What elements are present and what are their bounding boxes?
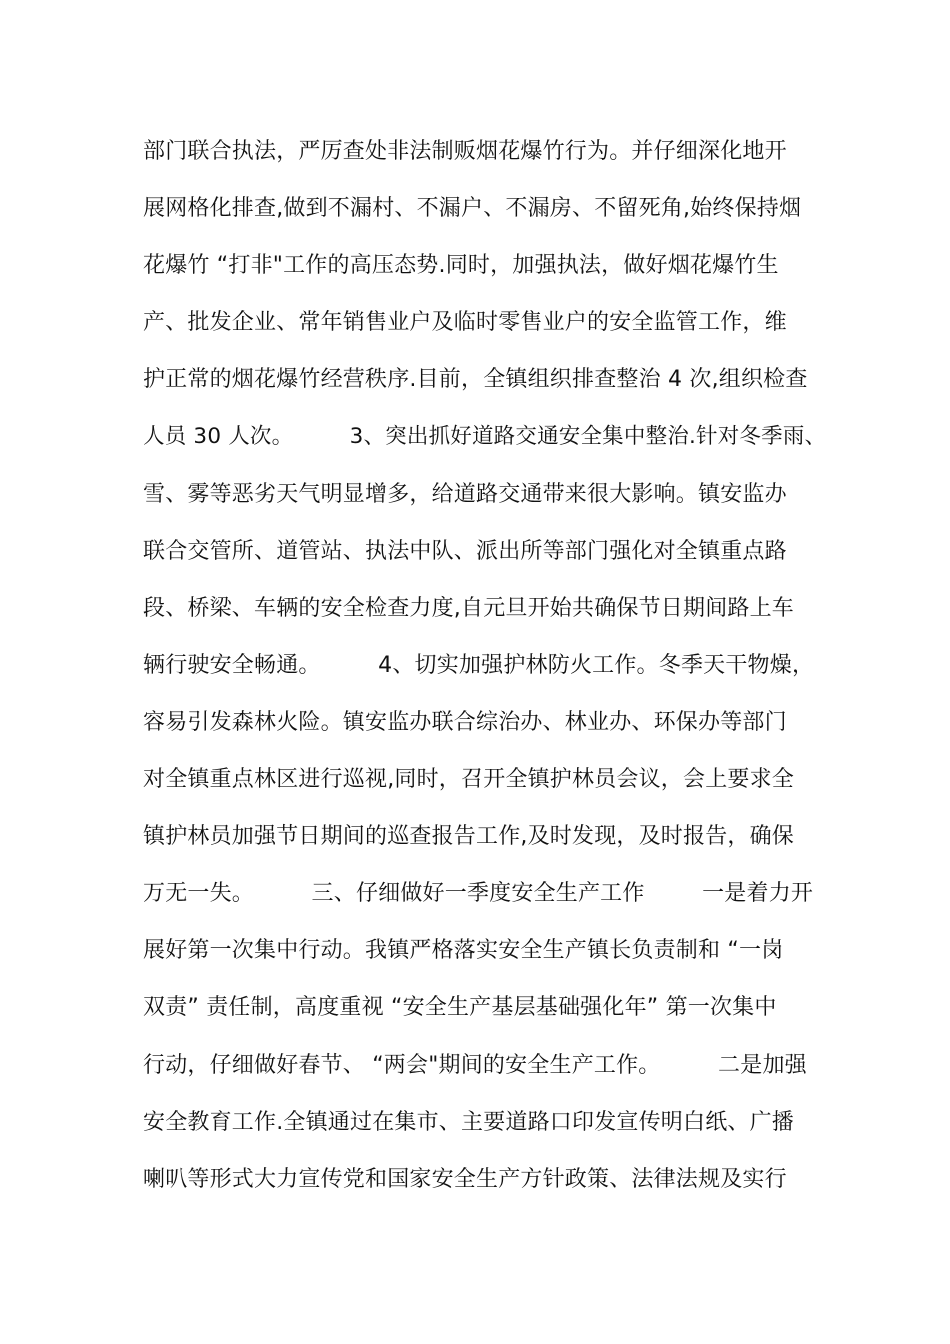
text-line: 镇护林员加强节日期间的巡查报告工作,及时发现，及时报告，确保: [143, 824, 794, 850]
text-line: 雪、雾等恶劣天气明显增多，给道路交通带来很大影响。镇安监办: [143, 481, 787, 507]
text-line: 展网格化排查,做到不漏村、不漏户、不漏房、不留死角,始终保持烟: [143, 196, 802, 222]
text-line: 联合交管所、道管站、执法中队、派出所等部门强化对全镇重点路: [143, 538, 787, 564]
text-line: 对全镇重点林区进行巡视,同时，召开全镇护林员会议，会上要求全: [143, 767, 794, 793]
text-line: 双责” 责任制，高度重视 “安全生产基层基础强化年” 第一次集中: [143, 995, 777, 1021]
text-line: 安全教育工作.全镇通过在集市、主要道路口印发宣传明白纸、广播: [143, 1109, 794, 1135]
text-line: 容易引发森林火险。镇安监办联合综治办、林业办、环保办等部门: [143, 709, 787, 735]
text-line: 段、桥梁、车辆的安全检查力度,自元旦开始共确保节日期间路上车: [143, 595, 794, 621]
text-line: 产、批发企业、常年销售业户及临时零售业户的安全监管工作，维: [143, 310, 787, 336]
text-line: 部门联合执法，严厉查处非法制贩烟花爆竹行为。并仔细深化地开: [143, 139, 787, 164]
text-line: 行动，仔细做好春节、 “两会"期间的安全生产工作。 二是加强: [143, 1052, 807, 1078]
text-line: 人员 30 人次。 3、突出抓好道路交通安全集中整治.针对冬季雨、: [143, 424, 827, 450]
body-text: [143, 129, 833, 1214]
text-line: 喇叭等形式大力宣传党和国家安全生产方针政策、法律法规及实行: [143, 1166, 787, 1192]
text-line: 展好第一次集中行动。我镇严格落实安全生产镇长负责制和 “一岗: [143, 938, 784, 964]
text-line: 护正常的烟花爆竹经营秩序.目前，全镇组织排查整治 4 次,组织检查: [143, 367, 808, 393]
text-line: 辆行驶安全畅通。 4、切实加强护林防火工作。冬季天干物燥，: [143, 652, 815, 678]
text-line: 万无一失。 三、仔细做好一季度安全生产工作 一是着力开: [143, 881, 814, 907]
text-line: 花爆竹 “打非"工作的高压态势.同时，加强执法，做好烟花爆竹生: [143, 253, 779, 279]
